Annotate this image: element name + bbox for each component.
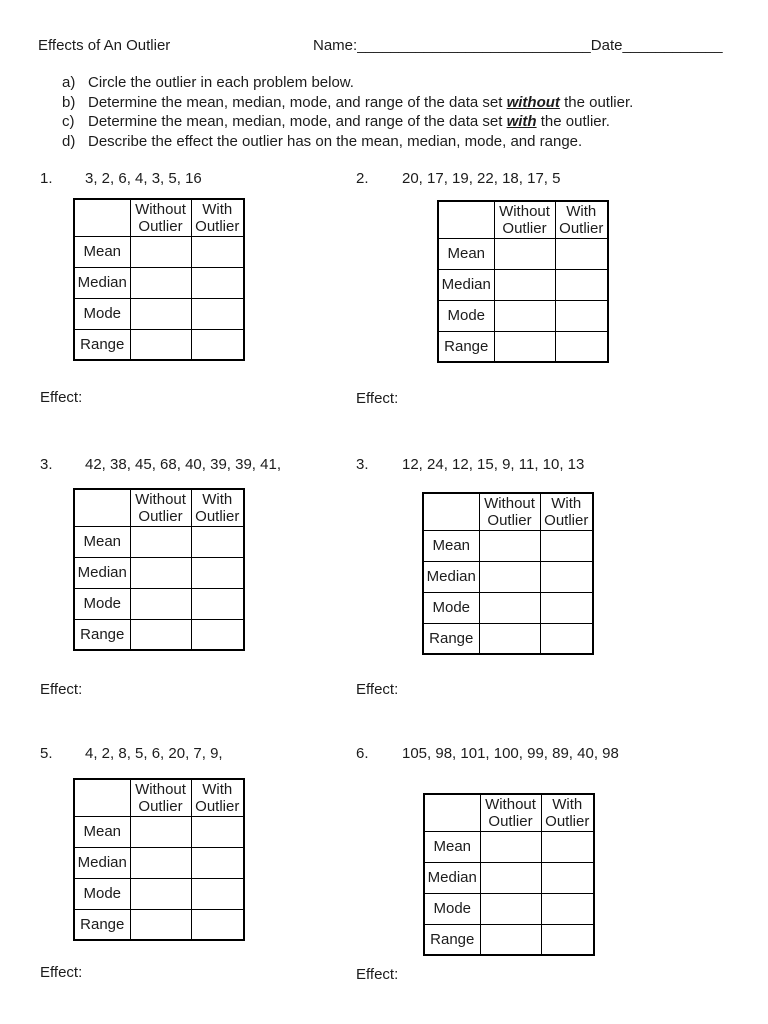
answer-cell[interactable] [480,893,541,924]
row-label-median: Median [74,267,130,298]
row-label-range: Range [74,909,130,940]
instruction-text-pre: Describe the effect the outlier has on the mean, median, mode, and range. [88,132,583,150]
col-header-line: Without [135,200,186,218]
instruction-d [62,132,722,152]
answer-cell[interactable] [130,816,191,847]
row-label-mean: Mean [438,238,494,269]
answer-cell[interactable] [540,530,593,561]
problem-data-set: 12, 24, 12, 15, 9, 11, 10, 13 [402,456,585,473]
instruction-letter: d) [62,132,76,150]
col-header-line: Without [484,494,535,512]
col-header-with-outlier [555,201,608,238]
col-header-with-outlier [541,794,594,831]
answer-cell[interactable] [540,592,593,623]
answer-cell[interactable] [191,619,244,650]
answer-cell[interactable] [130,267,191,298]
answer-cell[interactable] [130,236,191,267]
col-header-without-outlier [130,489,191,526]
answer-cell[interactable] [479,592,540,623]
row-label-mode: Mode [424,893,480,924]
answer-cell[interactable] [130,298,191,329]
corner-cell [74,489,130,526]
effect-label: Effect: [356,966,399,983]
corner-cell [74,199,130,236]
col-header-with-outlier [191,489,244,526]
stats-table-5 [73,778,245,941]
col-header-line: Without [135,780,186,798]
instruction-text-post: the outlier. [536,113,610,130]
row-label-median: Median [424,862,480,893]
problem-number: 5. [40,745,53,762]
col-header-with-outlier [540,493,593,530]
answer-cell[interactable] [555,238,608,269]
row-label-range: Range [438,331,494,362]
instruction-text [88,73,354,93]
stats-table-4 [422,492,594,655]
col-header-line: With [552,795,583,813]
corner-cell [74,779,130,816]
answer-cell[interactable] [130,909,191,940]
answer-cell[interactable] [191,588,244,619]
problem-number: 3. [356,456,369,473]
col-header-line: Outlier [138,797,183,815]
col-header-without-outlier [480,794,541,831]
date-blank-line[interactable]: ____________ [622,37,723,54]
col-header-line: Outlier [195,797,240,815]
col-header-line: Outlier [487,511,532,529]
instruction-text-post: the outlier. [559,93,634,111]
answer-cell[interactable] [541,831,594,862]
corner-cell [423,493,479,530]
instructions-list [62,73,722,151]
answer-cell[interactable] [479,561,540,592]
row-label-mode: Mode [423,592,479,623]
row-label-mean: Mean [424,831,480,862]
answer-cell[interactable] [541,893,594,924]
row-label-median: Median [74,847,130,878]
answer-cell[interactable] [191,236,244,267]
answer-cell[interactable] [130,526,191,557]
effect-label: Effect: [40,681,83,698]
instruction-c [62,112,722,132]
col-header-without-outlier [479,493,540,530]
answer-cell[interactable] [191,878,244,909]
row-label-range: Range [74,329,130,360]
instruction-text-pre: Determine the mean, median, mode, and range of the data set [88,93,507,111]
row-label-range: Range [424,924,480,955]
answer-cell[interactable] [191,298,244,329]
answer-cell[interactable] [130,329,191,360]
stats-table-2 [437,200,609,363]
col-header-line: Outlier [559,219,604,237]
answer-cell[interactable] [191,557,244,588]
row-label-mean: Mean [74,526,130,557]
problem-number: 1. [40,170,53,187]
answer-cell[interactable] [540,561,593,592]
answer-cell[interactable] [541,862,594,893]
answer-cell[interactable] [555,300,608,331]
instruction-text-pre: Determine the mean, median, mode, and range of the data set [88,113,507,130]
effect-label: Effect: [356,681,399,698]
stats-table-1 [73,198,245,361]
answer-cell[interactable] [480,862,541,893]
col-header-with-outlier [191,199,244,236]
col-header-with-outlier [191,779,244,816]
instruction-letter: a) [62,74,76,91]
col-header-line: With [202,490,233,508]
col-header-line: Outlier [138,217,183,235]
col-header-line: Outlier [488,812,533,830]
problem-data-set: 3, 2, 6, 4, 3, 5, 16 [85,170,202,187]
answer-cell[interactable] [480,831,541,862]
answer-cell[interactable] [494,269,555,300]
answer-cell[interactable] [191,329,244,360]
effect-label: Effect: [40,389,83,406]
col-header-line: With [566,202,597,220]
answer-cell[interactable] [494,238,555,269]
row-label-mode: Mode [74,298,130,329]
instruction-text-emphasis: without [506,93,560,111]
instruction-text [88,93,633,113]
col-header-without-outlier [130,199,191,236]
problem-data-set: 20, 17, 19, 22, 18, 17, 5 [402,170,561,187]
row-label-range: Range [423,623,479,654]
col-header-line: Outlier [138,507,183,525]
stats-table-3 [73,488,245,651]
name-label: Name: [313,37,358,54]
answer-cell[interactable] [479,623,540,654]
row-label-mean: Mean [74,236,130,267]
col-header-line: Outlier [502,219,547,237]
answer-cell[interactable] [130,588,191,619]
answer-cell[interactable] [494,331,555,362]
col-header-line: Outlier [195,507,240,525]
col-header-line: With [202,200,233,218]
col-header-line: With [202,780,233,798]
name-date-line [313,37,723,54]
page-title: Effects of An Outlier [38,37,171,54]
row-label-mean: Mean [423,530,479,561]
row-label-median: Median [438,269,494,300]
answer-cell[interactable] [130,557,191,588]
col-header-line: Outlier [544,511,589,529]
row-label-range: Range [74,619,130,650]
row-label-median: Median [74,557,130,588]
effect-label: Effect: [40,964,83,981]
col-header-without-outlier [494,201,555,238]
col-header-line: Without [485,795,536,813]
col-header-without-outlier [130,779,191,816]
answer-cell[interactable] [191,909,244,940]
answer-cell[interactable] [191,267,244,298]
problem-number: 2. [356,170,369,187]
instruction-text [88,132,582,152]
answer-cell[interactable] [191,847,244,878]
answer-cell[interactable] [130,619,191,650]
col-header-line: Without [499,202,550,220]
answer-cell[interactable] [130,878,191,909]
instruction-a [62,73,722,93]
col-header-line: Outlier [195,217,240,235]
instruction-b [62,93,722,113]
answer-cell[interactable] [494,300,555,331]
row-label-mode: Mode [438,300,494,331]
answer-cell[interactable] [541,924,594,955]
stats-table-6 [423,793,595,956]
answer-cell[interactable] [540,623,593,654]
effect-label: Effect: [356,390,399,407]
answer-cell[interactable] [480,924,541,955]
instruction-letter: c) [62,113,75,130]
problem-number: 3. [40,456,53,473]
corner-cell [424,794,480,831]
instruction-text-emphasis: with [506,113,537,130]
col-header-line: Without [135,490,186,508]
corner-cell [438,201,494,238]
col-header-line: Outlier [545,812,590,830]
row-label-median: Median [423,561,479,592]
row-label-mode: Mode [74,878,130,909]
row-label-mode: Mode [74,588,130,619]
answer-cell[interactable] [191,526,244,557]
answer-cell[interactable] [555,331,608,362]
date-label: Date [590,37,623,54]
answer-cell[interactable] [130,847,191,878]
name-blank-line[interactable]: ____________________________ [357,37,591,54]
instruction-text [88,112,610,132]
row-label-mean: Mean [74,816,130,847]
problem-number: 6. [356,745,369,762]
problem-data-set: 42, 38, 45, 68, 40, 39, 39, 41, [85,456,281,473]
answer-cell[interactable] [191,816,244,847]
answer-cell[interactable] [479,530,540,561]
problem-data-set: 4, 2, 8, 5, 6, 20, 7, 9, [85,745,223,762]
problem-data-set: 105, 98, 101, 100, 99, 89, 40, 98 [402,745,619,762]
answer-cell[interactable] [555,269,608,300]
instruction-letter: b) [62,93,76,111]
col-header-line: With [551,494,582,512]
instruction-text-pre: Circle the outlier in each problem below. [88,74,354,91]
